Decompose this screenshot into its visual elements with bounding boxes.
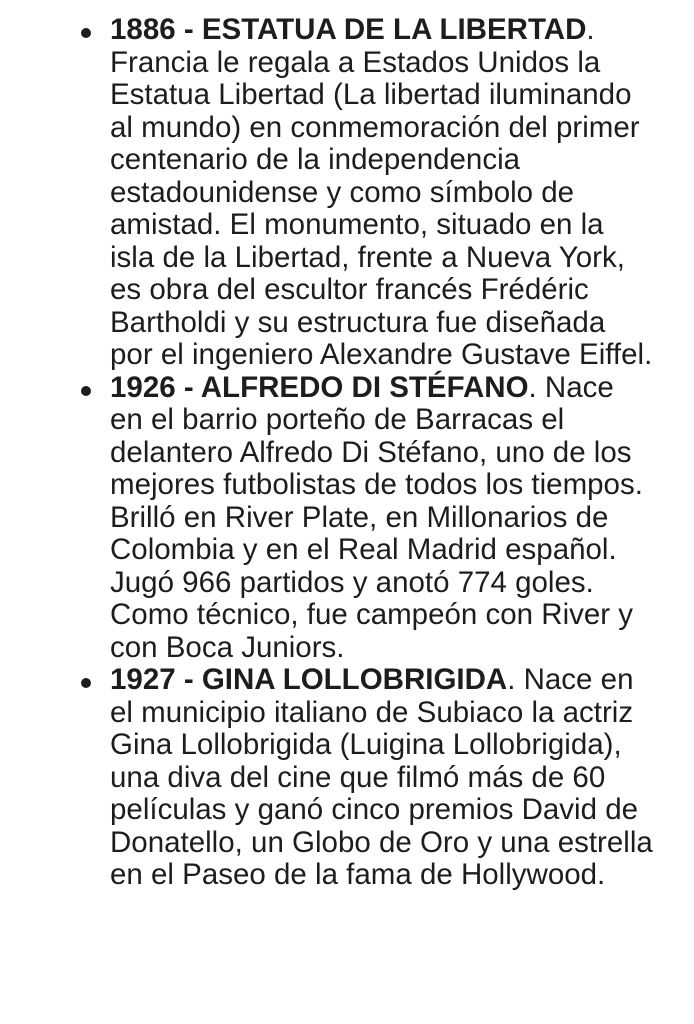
event-text: . Francia le regala a Estados Unidos la Estatua Libertad (La libertad iluminando al mundo) en conmemoración del primer centenario de la independencia estadounidense y como símbolo de amistad. El monumento, situado en la isla de la Libertad, frente a Nueva York, es obra del escultor francés Frédéric Bartholdi y su estructura fue diseñada por el ingeniero Alexandre Gustave Eiffel. [110, 13, 653, 371]
list-item [110, 664, 654, 892]
bullet-icon [81, 678, 91, 688]
event-text: . Nace en el municipio italiano de Subiaco la actriz Gina Lollobrigida (Luigina Lollobrigida), una diva del cine que filmó más de 60 películas y ganó cinco premios David de Donatello, un Globo de Oro y una estrella en el Paseo de la fama de Hollywood. [110, 663, 653, 891]
bullet-icon [81, 386, 91, 396]
list-item [110, 372, 654, 665]
events-list [110, 14, 654, 892]
event-text: . Nace en el barrio porteño de Barracas el delantero Alfredo Di Stéfano, uno de los mejores futbolistas de todos los tiempos. Brilló en River Plate, en Millonarios de Colombia y en el Real Madrid español. Jugó 966 partidos y anotó 774 goles. Como técnico, fue campeón con River y con Boca Juniors. [110, 370, 643, 664]
event-title: 1926 - ALFREDO DI STÉFANO [110, 370, 529, 404]
list-item [110, 14, 654, 372]
bullet-icon [81, 28, 91, 38]
event-title: 1927 - GINA LOLLOBRIGIDA [110, 663, 508, 696]
event-title: 1886 - ESTATUA DE LA LIBERTAD [110, 13, 587, 46]
